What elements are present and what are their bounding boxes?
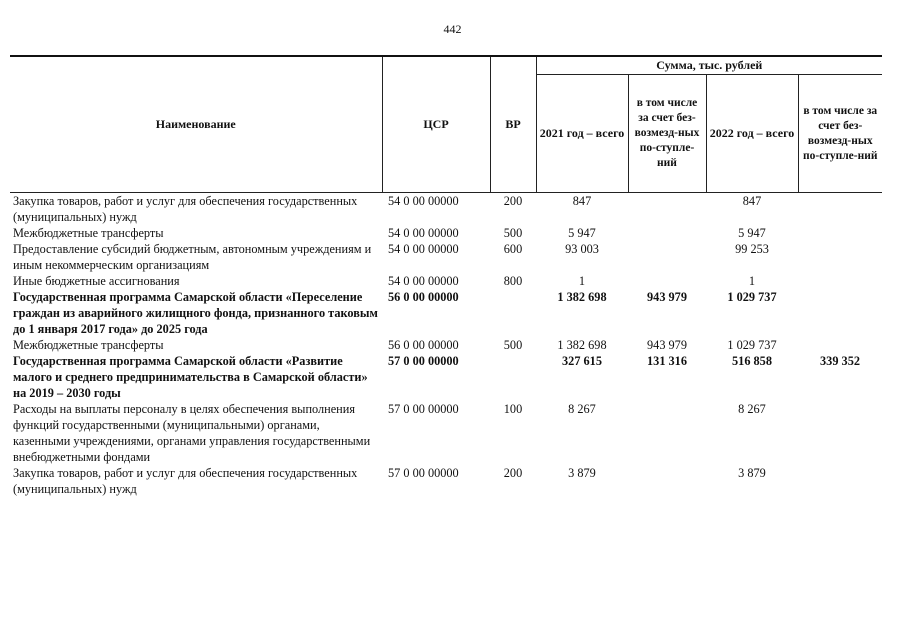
row-2021-total: 93 003	[565, 242, 599, 256]
row-2021-total: 3 879	[568, 466, 596, 480]
row-2022-free: 339 352	[820, 354, 860, 368]
row-name: Межбюджетные трансферты	[13, 338, 164, 352]
row-2021-free: 131 316	[647, 354, 687, 368]
table-body	[10, 193, 882, 498]
row-name: Иные бюджетные ассигнования	[13, 274, 180, 288]
row-name: Закупка товаров, работ и услуг для обеспечения государственных (муниципальных) нужд	[13, 466, 358, 496]
header-2021-free: в том числе за счет без-возмезд-ных по-ступле-ний	[628, 75, 706, 193]
header-2021-total: 2021 год – всего	[536, 75, 628, 193]
row-2021-free	[628, 193, 706, 226]
row-vr	[490, 289, 536, 337]
row-csr: 56 0 00 00000	[388, 338, 459, 352]
table-header	[10, 56, 882, 193]
row-2022-total: 1	[748, 274, 756, 288]
row-csr: 54 0 00 00000	[388, 194, 459, 208]
table-row	[10, 273, 882, 289]
row-2022-total: 3 879	[738, 466, 766, 480]
row-2022-free	[798, 273, 882, 289]
table-row	[10, 337, 882, 353]
row-name: Закупка товаров, работ и услуг для обеспечения государственных (муниципальных) нужд	[13, 194, 358, 224]
table-row	[10, 193, 882, 226]
table-row	[10, 401, 882, 465]
row-csr: 54 0 00 00000	[388, 242, 459, 256]
row-2021-free	[628, 465, 706, 497]
row-2021-free	[628, 273, 706, 289]
row-2021-total: 327 615	[562, 354, 602, 368]
row-2022-total: 1 029 737	[727, 338, 777, 352]
row-2022-free	[798, 401, 882, 465]
row-name: Государственная программа Самарской области «Переселение граждан из аварийного жилищного фонда, признанного таковым до 1 января 2017 года» до 2025 года	[13, 290, 378, 336]
row-2021-total: 1 382 698	[557, 338, 607, 352]
row-vr: 500	[503, 338, 523, 352]
row-vr: 200	[503, 194, 523, 208]
row-name: Предоставление субсидий бюджетным, автономным учреждениям и иным некоммерческим организациям	[13, 242, 372, 272]
row-2022-free	[798, 193, 882, 226]
row-vr: 800	[503, 274, 523, 288]
row-csr: 57 0 00 00000	[388, 466, 459, 480]
row-2021-free	[628, 225, 706, 241]
header-2022-free: в том числе за счет без-возмезд-ных по-ступле-ний	[798, 75, 882, 193]
row-csr: 57 0 00 00000	[388, 354, 459, 368]
table-row	[10, 289, 882, 337]
row-2021-total: 847	[572, 194, 592, 208]
row-csr: 54 0 00 00000	[388, 274, 459, 288]
row-2022-total: 516 858	[732, 354, 772, 368]
header-2022-total: 2022 год – всего	[706, 75, 798, 193]
table-row	[10, 465, 882, 497]
row-csr: 56 0 00 00000	[388, 290, 459, 304]
row-2022-total: 99 253	[735, 242, 769, 256]
row-name: Расходы на выплаты персоналу в целях обеспечения выполнения функций государственными (муниципальными) органами, казенными учреждениями, органами управления государственными внебюджетными фондами	[13, 402, 371, 464]
table-row	[10, 353, 882, 401]
table-row	[10, 225, 882, 241]
row-2021-total: 1	[578, 274, 586, 288]
row-csr: 57 0 00 00000	[388, 402, 459, 416]
row-2021-total: 1 382 698	[557, 290, 607, 304]
header-vr: ВР	[490, 56, 536, 193]
row-2022-total: 8 267	[738, 402, 766, 416]
row-2022-total: 5 947	[738, 226, 766, 240]
row-2022-total: 847	[742, 194, 762, 208]
row-2022-free	[798, 225, 882, 241]
budget-table	[10, 55, 882, 497]
header-csr: ЦСР	[382, 56, 490, 193]
row-2021-total: 8 267	[568, 402, 596, 416]
row-vr: 100	[503, 402, 523, 416]
row-2021-free	[628, 401, 706, 465]
row-2021-free	[628, 241, 706, 273]
row-2022-free	[798, 465, 882, 497]
row-2021-total: 5 947	[568, 226, 596, 240]
page-number: 442	[443, 22, 462, 36]
header-sum: Сумма, тыс. рублей	[536, 56, 882, 75]
row-vr: 600	[503, 242, 523, 256]
row-vr	[490, 353, 536, 401]
row-2021-free: 943 979	[647, 290, 687, 304]
row-vr: 200	[503, 466, 523, 480]
row-csr: 54 0 00 00000	[388, 226, 459, 240]
row-name: Межбюджетные трансферты	[13, 226, 164, 240]
row-2022-free	[798, 289, 882, 337]
row-2021-free: 943 979	[647, 338, 687, 352]
table-row	[10, 241, 882, 273]
header-name: Наименование	[10, 56, 382, 193]
row-vr: 500	[503, 226, 523, 240]
row-2022-free	[798, 241, 882, 273]
row-2022-free	[798, 337, 882, 353]
row-2022-total: 1 029 737	[727, 290, 777, 304]
row-name: Государственная программа Самарской области «Развитие малого и среднего предпринимательства в Самарской области» на 2019 – 2030 годы	[13, 354, 368, 400]
